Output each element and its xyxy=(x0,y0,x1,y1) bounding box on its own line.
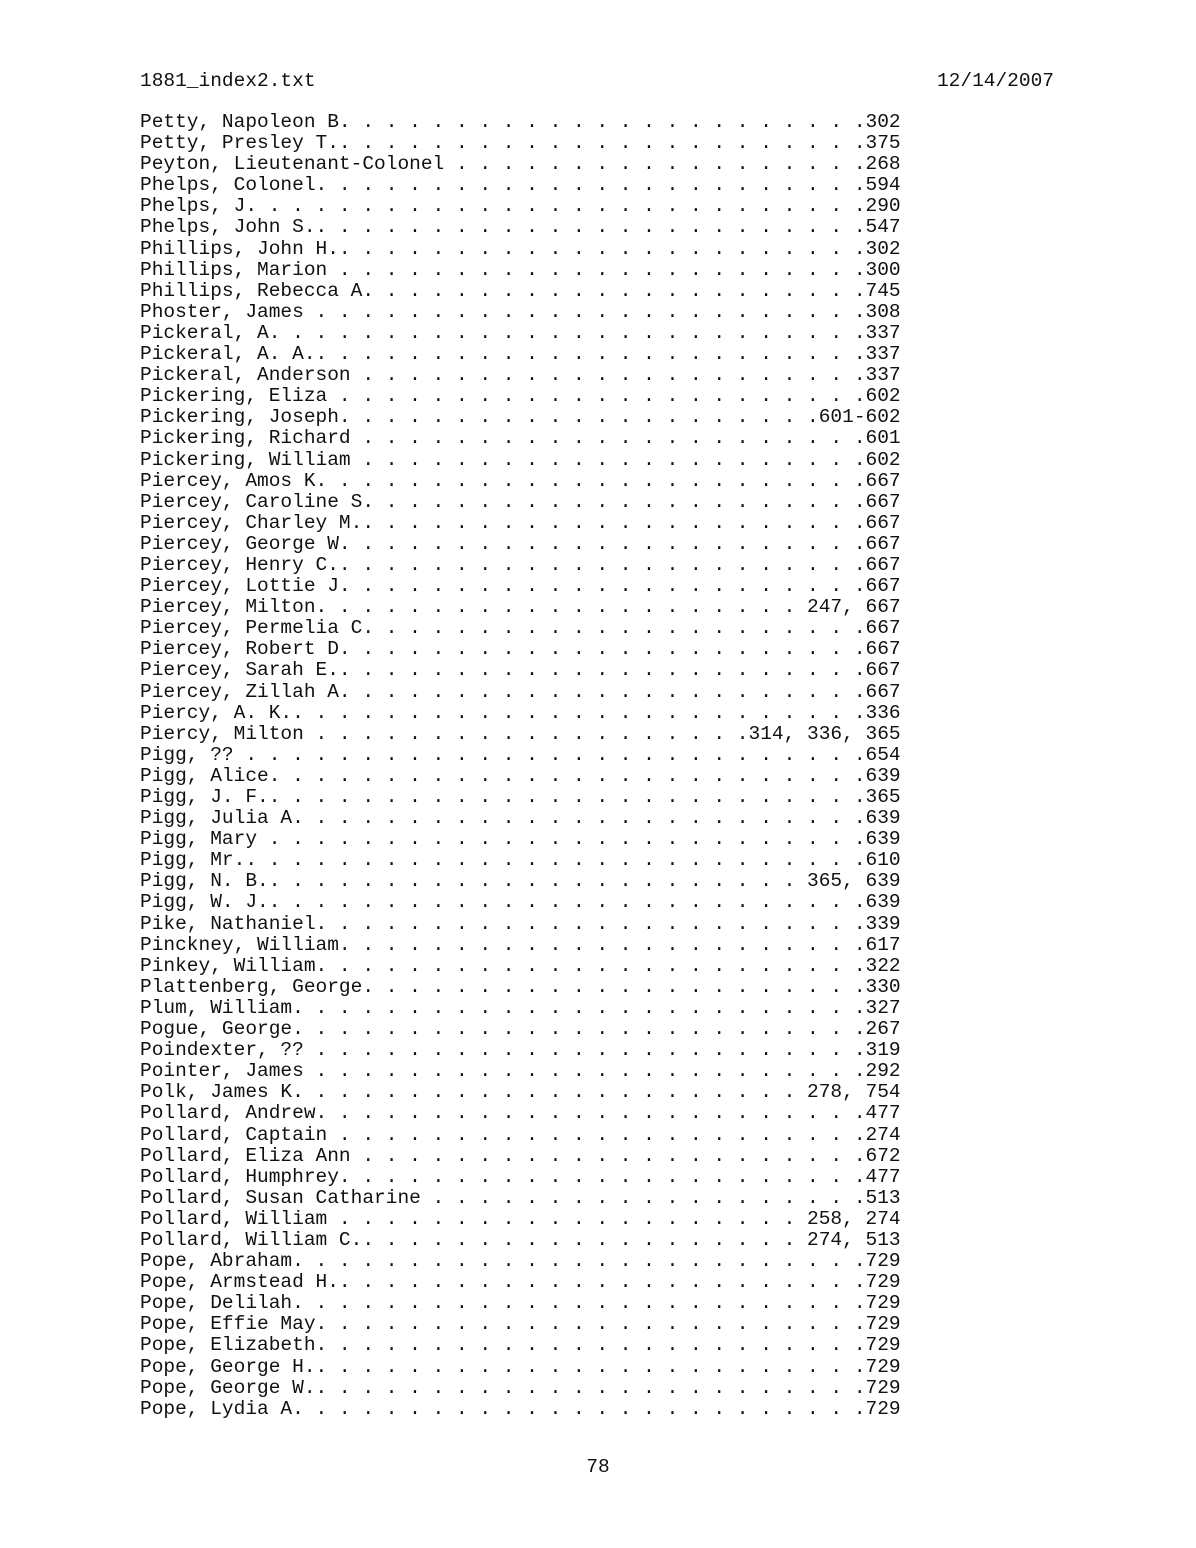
index-entry: Pollard, William . . . . . . . . . . . . . . . . . . . . 258, 274 xyxy=(140,1207,901,1230)
index-entry: Piercey, Zillah A. . . . . . . . . . . . . . . . . . . . . . .667 xyxy=(140,680,901,703)
index-entry: Petty, Presley T.. . . . . . . . . . . . . . . . . . . . . . .375 xyxy=(140,132,901,155)
index-entry: Piercey, Caroline S. . . . . . . . . . . . . . . . . . . . . .667 xyxy=(140,490,901,513)
index-entry: Piercey, Lottie J. . . . . . . . . . . . . . . . . . . . . . .667 xyxy=(140,575,901,598)
index-entry: Pigg, J. F.. . . . . . . . . . . . . . . . . . . . . . . . . .365 xyxy=(140,786,901,808)
index-entry: Piercey, Milton. . . . . . . . . . . . . . . . . . . . . 247, 667 xyxy=(140,596,901,619)
index-entry: Pointer, James . . . . . . . . . . . . . . . . . . . . . . . .292 xyxy=(140,1060,901,1083)
index-entry: Phelps, J. . . . . . . . . . . . . . . . . . . . . . . . . . .290 xyxy=(140,195,901,218)
index-entry: Pike, Nathaniel. . . . . . . . . . . . . . . . . . . . . . . .339 xyxy=(140,912,901,935)
file-name: 1881_index2.txt xyxy=(140,70,316,92)
index-entry: Pope, Elizabeth. . . . . . . . . . . . . . . . . . . . . . . .729 xyxy=(140,1334,901,1357)
index-entry: Phillips, Rebecca A. . . . . . . . . . . . . . . . . . . . . .745 xyxy=(140,279,901,302)
index-entry: Pollard, William C.. . . . . . . . . . . . . . . . . . . 274, 513 xyxy=(140,1228,901,1251)
index-entry: Piercey, Henry C.. . . . . . . . . . . . . . . . . . . . . . .667 xyxy=(140,553,901,576)
index-entry: Plattenberg, George. . . . . . . . . . . . . . . . . . . . . .330 xyxy=(140,975,901,998)
index-entry: Pickering, Richard . . . . . . . . . . . . . . . . . . . . . .601 xyxy=(140,427,901,450)
index-entry: Piercey, George W. . . . . . . . . . . . . . . . . . . . . . .667 xyxy=(140,532,901,555)
index-entry: Pigg, Alice. . . . . . . . . . . . . . . . . . . . . . . . . .639 xyxy=(140,764,901,787)
index-entry: Pope, Armstead H.. . . . . . . . . . . . . . . . . . . . . . .729 xyxy=(140,1271,901,1294)
index-entry: Plum, William. . . . . . . . . . . . . . . . . . . . . . . . .327 xyxy=(140,996,901,1019)
index-entry: Pope, Abraham. . . . . . . . . . . . . . . . . . . . . . . . .729 xyxy=(140,1250,901,1273)
index-entry: Pickering, William . . . . . . . . . . . . . . . . . . . . . .602 xyxy=(140,448,901,471)
index-entry: Pigg, N. B.. . . . . . . . . . . . . . . . . . . . . . . 365, 639 xyxy=(140,870,901,893)
index-entry: Pollard, Eliza Ann . . . . . . . . . . . . . . . . . . . . . .672 xyxy=(140,1144,901,1167)
index-entry: Piercey, Amos K. . . . . . . . . . . . . . . . . . . . . . . .667 xyxy=(140,469,901,492)
index-entry: Petty, Napoleon B. . . . . . . . . . . . . . . . . . . . . . .302 xyxy=(140,111,901,133)
index-entry: Piercey, Charley M.. . . . . . . . . . . . . . . . . . . . . .667 xyxy=(140,511,901,534)
index-entry: Phelps, Colonel. . . . . . . . . . . . . . . . . . . . . . . .594 xyxy=(140,174,901,197)
index-entry: Pope, George H.. . . . . . . . . . . . . . . . . . . . . . . .729 xyxy=(140,1355,901,1378)
index-entry: Piercy, Milton . . . . . . . . . . . . . . . . . . .314, 336, 365 xyxy=(140,722,901,745)
index-entry: Piercy, A. K.. . . . . . . . . . . . . . . . . . . . . . . . .336 xyxy=(140,701,901,724)
index-entry: Pollard, Captain . . . . . . . . . . . . . . . . . . . . . . .274 xyxy=(140,1123,901,1146)
page-number: 78 xyxy=(586,1456,610,1478)
index-entry: Pigg, Mary . . . . . . . . . . . . . . . . . . . . . . . . . .639 xyxy=(140,828,901,851)
index-entry: Pinkey, William. . . . . . . . . . . . . . . . . . . . . . . .322 xyxy=(140,954,901,977)
index-entry: Piercey, Robert D. . . . . . . . . . . . . . . . . . . . . . .667 xyxy=(140,638,901,661)
index-entry: Pigg, Mr.. . . . . . . . . . . . . . . . . . . . . . . . . . .610 xyxy=(140,849,901,872)
index-entry: Pickering, Eliza . . . . . . . . . . . . . . . . . . . . . . .602 xyxy=(140,385,901,408)
index-entry: Pollard, Susan Catharine . . . . . . . . . . . . . . . . . . .513 xyxy=(140,1186,901,1209)
index-entry: Pope, George W.. . . . . . . . . . . . . . . . . . . . . . . .729 xyxy=(140,1376,901,1399)
index-entry: Pigg, ?? . . . . . . . . . . . . . . . . . . . . . . . . . . .654 xyxy=(140,743,901,766)
index-entry: Pollard, Andrew. . . . . . . . . . . . . . . . . . . . . . . .477 xyxy=(140,1102,901,1125)
index-entry: Pollard, Humphrey. . . . . . . . . . . . . . . . . . . . . . .477 xyxy=(140,1165,901,1188)
index-entry: Pigg, Julia A. . . . . . . . . . . . . . . . . . . . . . . . .639 xyxy=(140,807,901,830)
index-entry: Polk, James K. . . . . . . . . . . . . . . . . . . . . . 278, 754 xyxy=(140,1081,901,1104)
index-entry: Phelps, John S.. . . . . . . . . . . . . . . . . . . . . . . .547 xyxy=(140,216,901,239)
index-list xyxy=(140,112,901,1420)
index-entry: Phillips, Marion . . . . . . . . . . . . . . . . . . . . . . .300 xyxy=(140,258,901,281)
index-entry: Poindexter, ?? . . . . . . . . . . . . . . . . . . . . . . . .319 xyxy=(140,1039,901,1062)
index-entry: Piercey, Sarah E.. . . . . . . . . . . . . . . . . . . . . . .667 xyxy=(140,659,901,682)
index-entry: Pogue, George. . . . . . . . . . . . . . . . . . . . . . . . .267 xyxy=(140,1018,901,1041)
index-entry: Pinckney, William. . . . . . . . . . . . . . . . . . . . . . .617 xyxy=(140,933,901,956)
index-entry: Pickeral, A. . . . . . . . . . . . . . . . . . . . . . . . . .337 xyxy=(140,321,901,344)
index-entry: Pope, Lydia A. . . . . . . . . . . . . . . . . . . . . . . . .729 xyxy=(140,1397,901,1420)
index-entry: Pickeral, A. A.. . . . . . . . . . . . . . . . . . . . . . . .337 xyxy=(140,343,901,366)
index-entry: Peyton, Lieutenant-Colonel . . . . . . . . . . . . . . . . . .268 xyxy=(140,153,901,176)
index-entry: Phillips, John H.. . . . . . . . . . . . . . . . . . . . . . .302 xyxy=(140,237,901,260)
index-entry: Pickering, Joseph. . . . . . . . . . . . . . . . . . . . .601-602 xyxy=(140,406,901,429)
index-entry: Pope, Effie May. . . . . . . . . . . . . . . . . . . . . . . .729 xyxy=(140,1313,901,1336)
index-entry: Pope, Delilah. . . . . . . . . . . . . . . . . . . . . . . . .729 xyxy=(140,1292,901,1315)
index-entry: Pickeral, Anderson . . . . . . . . . . . . . . . . . . . . . .337 xyxy=(140,364,901,387)
index-entry: Phoster, James . . . . . . . . . . . . . . . . . . . . . . . .308 xyxy=(140,300,901,323)
file-date: 12/14/2007 xyxy=(936,70,1054,92)
index-entry: Piercey, Permelia C. . . . . . . . . . . . . . . . . . . . . .667 xyxy=(140,617,901,640)
index-entry: Pigg, W. J.. . . . . . . . . . . . . . . . . . . . . . . . . .639 xyxy=(140,891,901,914)
